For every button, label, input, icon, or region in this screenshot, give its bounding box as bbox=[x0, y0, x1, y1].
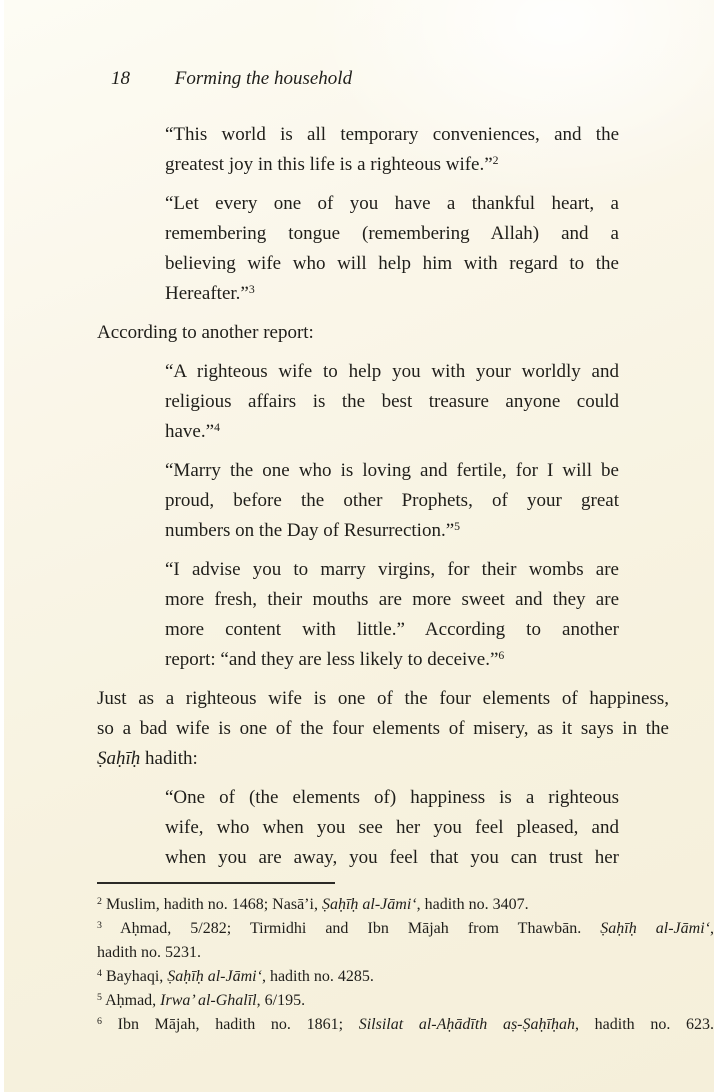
text-segment: religious affairs is the best treasure anyone could bbox=[165, 391, 619, 412]
text-segment: more fresh, their mouths are more sweet and they are bbox=[165, 589, 619, 610]
text-line bbox=[97, 965, 714, 989]
text-line bbox=[165, 357, 619, 387]
footnote-ref-marker: 3 bbox=[97, 920, 102, 932]
text-line bbox=[165, 843, 619, 873]
text-line bbox=[97, 318, 669, 348]
text-segment: have.” bbox=[165, 421, 215, 442]
text-line bbox=[165, 555, 619, 585]
text-segment: so a bad wife is one of the four elements of misery, as it says in the bbox=[97, 718, 669, 739]
text-line bbox=[165, 417, 619, 447]
block-quote bbox=[165, 783, 619, 873]
text-line bbox=[97, 714, 669, 744]
text-line bbox=[165, 249, 619, 279]
footnote-ref-marker: 5 bbox=[97, 992, 102, 1004]
text-segment: hadith no. 5231. bbox=[97, 944, 201, 961]
footnote-ref-marker: 4 bbox=[214, 421, 220, 435]
running-head-title: Forming the household bbox=[174, 68, 353, 89]
text-line bbox=[97, 941, 714, 965]
footnote-ref-marker: 2 bbox=[97, 896, 102, 908]
text-line bbox=[165, 387, 619, 417]
text-segment: Aḥmad, 5/282; Tirmidhi and Ibn Mājah from Thawbān. bbox=[101, 920, 601, 937]
text-segment: , 6/195. bbox=[256, 992, 306, 1009]
text-line bbox=[165, 813, 619, 843]
text-segment: Ibn Mājah, hadith no. 1861; bbox=[101, 1016, 359, 1033]
running-head bbox=[111, 66, 714, 92]
text-segment: , hadith no. 3407. bbox=[416, 896, 529, 913]
footnote bbox=[97, 893, 714, 917]
text-segment: Aḥmad, bbox=[101, 992, 161, 1009]
block-quote bbox=[165, 120, 619, 180]
text-segment: Silsilat al-Aḥādīth aṣ-Ṣaḥīḥah bbox=[358, 1016, 575, 1033]
text-segment: numbers on the Day of Resurrection.” bbox=[165, 520, 455, 541]
book-page bbox=[4, 0, 714, 1092]
footnote bbox=[97, 965, 714, 989]
text-segment: “One of (the elements of) happiness is a righteous bbox=[165, 787, 619, 808]
footnotes-section bbox=[97, 893, 714, 1037]
text-line bbox=[97, 893, 714, 917]
text-segment: Ṣaḥīḥ al-Jāmi‘ bbox=[321, 896, 417, 913]
text-segment: Just as a righteous wife is one of the four elements of happiness, bbox=[97, 688, 669, 709]
footnote-ref-marker: 5 bbox=[454, 520, 461, 534]
text-segment: , bbox=[710, 920, 714, 937]
text-line bbox=[165, 456, 619, 486]
block-quote bbox=[165, 357, 619, 447]
block-quote bbox=[165, 555, 619, 675]
body-paragraph bbox=[97, 318, 669, 348]
text-line bbox=[165, 189, 619, 219]
text-segment: Hereafter.” bbox=[165, 283, 249, 304]
text-line bbox=[97, 917, 714, 941]
body-paragraph bbox=[97, 684, 669, 774]
text-line bbox=[165, 645, 619, 675]
footnote-ref-marker: 6 bbox=[97, 1016, 102, 1028]
text-line bbox=[97, 989, 714, 1013]
text-segment: According to another report: bbox=[97, 322, 314, 343]
footnote-ref-marker: 2 bbox=[492, 154, 499, 168]
text-segment: greatest joy in this life is a righteous wife.” bbox=[165, 154, 493, 175]
footnote-ref-marker: 6 bbox=[498, 649, 505, 663]
text-line bbox=[165, 783, 619, 813]
text-segment: report: “and they are less likely to deceive.” bbox=[165, 649, 499, 670]
text-line bbox=[97, 684, 669, 714]
block-quote bbox=[165, 189, 619, 309]
text-line bbox=[165, 585, 619, 615]
text-segment: Muslim, hadith no. 1468; Nasā’i, bbox=[101, 896, 322, 913]
footnote bbox=[97, 989, 714, 1013]
footnote-ref-marker: 4 bbox=[97, 968, 102, 980]
text-line bbox=[165, 279, 619, 309]
text-segment: “Marry the one who is loving and fertile, for I will be bbox=[165, 460, 619, 481]
text-segment: Ṣaḥīḥ al-Jāmi‘ bbox=[167, 968, 262, 985]
page-number: 18 bbox=[111, 68, 130, 89]
text-segment: Ṣaḥīḥ bbox=[97, 748, 141, 769]
footnote-separator bbox=[97, 882, 335, 884]
footnote bbox=[97, 1013, 714, 1037]
text-segment: Irwa’ al-Ghalīl bbox=[160, 992, 257, 1009]
text-segment: “Let every one of you have a thankful heart, a bbox=[165, 193, 619, 214]
text-line bbox=[97, 1013, 714, 1037]
text-column bbox=[97, 66, 714, 1037]
text-line bbox=[165, 615, 619, 645]
text-line bbox=[165, 219, 619, 249]
text-line bbox=[97, 744, 669, 774]
text-segment: proud, before the other Prophets, of your great bbox=[165, 490, 619, 511]
text-segment: “A righteous wife to help you with your worldly and bbox=[165, 361, 619, 382]
text-segment: “I advise you to marry virgins, for their wombs are bbox=[165, 559, 619, 580]
text-line bbox=[165, 150, 619, 180]
text-line bbox=[165, 516, 619, 546]
text-segment: remembering tongue (remembering Allah) and a bbox=[165, 223, 619, 244]
text-segment: when you are away, you feel that you can trust her bbox=[165, 847, 619, 868]
block-quote bbox=[165, 456, 619, 546]
text-segment: Ṣaḥīḥ al-Jāmi‘ bbox=[600, 920, 710, 937]
text-segment: believing wife who will help him with regard to the bbox=[165, 253, 619, 274]
text-segment: wife, who when you see her you feel pleased, and bbox=[165, 817, 619, 838]
text-line bbox=[165, 486, 619, 516]
text-segment: “This world is all temporary conveniences, and the bbox=[165, 124, 619, 145]
text-segment: Bayhaqi, bbox=[101, 968, 168, 985]
text-segment: more content with little.” According to another bbox=[165, 619, 619, 640]
text-segment: , hadith no. 623. bbox=[574, 1016, 715, 1033]
page-body bbox=[97, 120, 714, 873]
text-segment: , hadith no. 4285. bbox=[261, 968, 374, 985]
footnote-ref-marker: 3 bbox=[248, 283, 255, 297]
text-line bbox=[165, 120, 619, 150]
text-segment: hadith: bbox=[140, 748, 198, 769]
footnote bbox=[97, 917, 714, 965]
